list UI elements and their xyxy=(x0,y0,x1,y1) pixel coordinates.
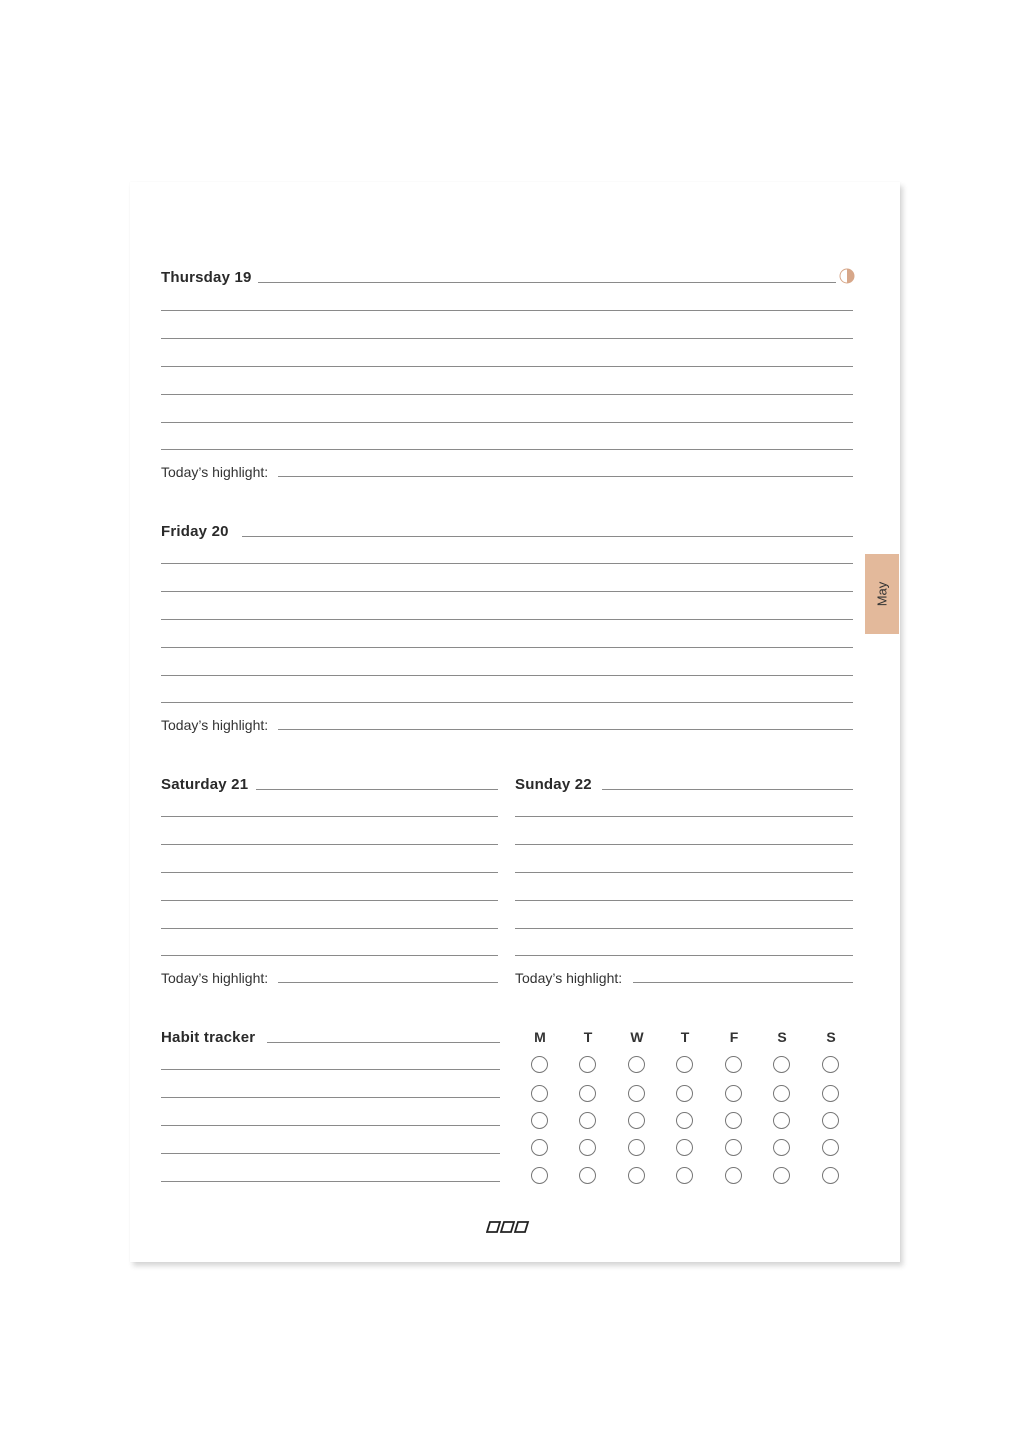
writing-line[interactable] xyxy=(161,872,498,873)
writing-line[interactable] xyxy=(161,844,498,845)
habit-checkbox[interactable] xyxy=(725,1167,742,1184)
writing-line[interactable] xyxy=(161,338,853,339)
month-tab-label: May xyxy=(874,581,890,607)
writing-line[interactable] xyxy=(161,816,498,817)
writing-line[interactable] xyxy=(515,844,853,845)
habit-checkbox[interactable] xyxy=(676,1139,693,1156)
habit-checkbox[interactable] xyxy=(628,1056,645,1073)
habit-checkbox[interactable] xyxy=(822,1139,839,1156)
writing-line[interactable] xyxy=(256,789,498,790)
habit-checkbox[interactable] xyxy=(579,1085,596,1102)
habit-checkbox[interactable] xyxy=(531,1085,548,1102)
writing-line[interactable] xyxy=(515,928,853,929)
habit-checkbox[interactable] xyxy=(676,1056,693,1073)
writing-line[interactable] xyxy=(161,928,498,929)
writing-line[interactable] xyxy=(161,675,853,676)
weekday-label: M xyxy=(534,1029,546,1045)
writing-line[interactable] xyxy=(161,310,853,311)
writing-line[interactable] xyxy=(602,789,853,790)
habit-checkbox[interactable] xyxy=(579,1056,596,1073)
moon-phase-icon xyxy=(839,268,855,284)
writing-line[interactable] xyxy=(515,955,853,956)
writing-line[interactable] xyxy=(161,619,853,620)
writing-line[interactable] xyxy=(242,536,853,537)
habit-checkbox[interactable] xyxy=(725,1056,742,1073)
habit-checkbox[interactable] xyxy=(579,1112,596,1129)
habit-checkbox[interactable] xyxy=(725,1085,742,1102)
habit-line[interactable] xyxy=(161,1097,500,1098)
weekday-label: F xyxy=(729,1029,739,1045)
habit-checkbox[interactable] xyxy=(579,1139,596,1156)
habit-checkbox[interactable] xyxy=(822,1056,839,1073)
writing-line[interactable] xyxy=(515,900,853,901)
writing-line[interactable] xyxy=(161,955,498,956)
habit-checkbox[interactable] xyxy=(773,1056,790,1073)
month-tab[interactable] xyxy=(865,554,899,634)
highlight-line[interactable] xyxy=(278,729,853,730)
highlight-line[interactable] xyxy=(278,982,498,983)
habit-line[interactable] xyxy=(161,1153,500,1154)
highlight-label: Today’s highlight: xyxy=(515,970,623,986)
habit-checkbox[interactable] xyxy=(531,1112,548,1129)
writing-line[interactable] xyxy=(161,647,853,648)
habit-checkbox[interactable] xyxy=(676,1085,693,1102)
habit-line[interactable] xyxy=(267,1042,500,1043)
highlight-label: Today’s highlight: xyxy=(161,464,269,480)
habit-checkbox[interactable] xyxy=(725,1112,742,1129)
habit-checkbox[interactable] xyxy=(773,1139,790,1156)
day-heading-sunday: Sunday 22 xyxy=(515,776,592,793)
writing-line[interactable] xyxy=(515,872,853,873)
writing-line[interactable] xyxy=(161,422,853,423)
day-heading-thursday: Thursday 19 xyxy=(161,269,252,286)
day-heading-friday: Friday 20 xyxy=(161,523,229,540)
habit-checkbox[interactable] xyxy=(676,1167,693,1184)
writing-line[interactable] xyxy=(161,366,853,367)
writing-line[interactable] xyxy=(161,591,853,592)
writing-line[interactable] xyxy=(161,449,853,450)
highlight-label: Today’s highlight: xyxy=(161,717,269,733)
weekday-label: S xyxy=(826,1029,836,1045)
habit-checkbox[interactable] xyxy=(822,1112,839,1129)
weekday-label: T xyxy=(680,1029,690,1045)
writing-line[interactable] xyxy=(515,816,853,817)
writing-line[interactable] xyxy=(161,394,853,395)
weekday-label: T xyxy=(583,1029,593,1045)
habit-checkbox[interactable] xyxy=(676,1112,693,1129)
habit-checkbox[interactable] xyxy=(773,1085,790,1102)
habit-checkbox[interactable] xyxy=(773,1112,790,1129)
habit-checkbox[interactable] xyxy=(531,1139,548,1156)
writing-line[interactable] xyxy=(161,702,853,703)
brand-logo-icon xyxy=(486,1220,530,1234)
habit-tracker-title: Habit tracker xyxy=(161,1029,256,1046)
highlight-line[interactable] xyxy=(633,982,853,983)
habit-checkbox[interactable] xyxy=(628,1139,645,1156)
highlight-label: Today’s highlight: xyxy=(161,970,269,986)
habit-checkbox[interactable] xyxy=(822,1167,839,1184)
habit-line[interactable] xyxy=(161,1069,500,1070)
habit-checkbox[interactable] xyxy=(628,1167,645,1184)
weekday-label: W xyxy=(630,1029,644,1045)
habit-checkbox[interactable] xyxy=(579,1167,596,1184)
writing-line[interactable] xyxy=(161,900,498,901)
writing-line[interactable] xyxy=(258,282,836,283)
habit-checkbox[interactable] xyxy=(628,1085,645,1102)
habit-checkbox[interactable] xyxy=(725,1139,742,1156)
day-heading-saturday: Saturday 21 xyxy=(161,776,249,793)
habit-checkbox[interactable] xyxy=(628,1112,645,1129)
habit-checkbox[interactable] xyxy=(773,1167,790,1184)
habit-checkbox[interactable] xyxy=(822,1085,839,1102)
writing-line[interactable] xyxy=(161,563,853,564)
highlight-line[interactable] xyxy=(278,476,853,477)
habit-line[interactable] xyxy=(161,1181,500,1182)
habit-line[interactable] xyxy=(161,1125,500,1126)
weekday-label: S xyxy=(777,1029,787,1045)
habit-checkbox[interactable] xyxy=(531,1167,548,1184)
habit-checkbox[interactable] xyxy=(531,1056,548,1073)
